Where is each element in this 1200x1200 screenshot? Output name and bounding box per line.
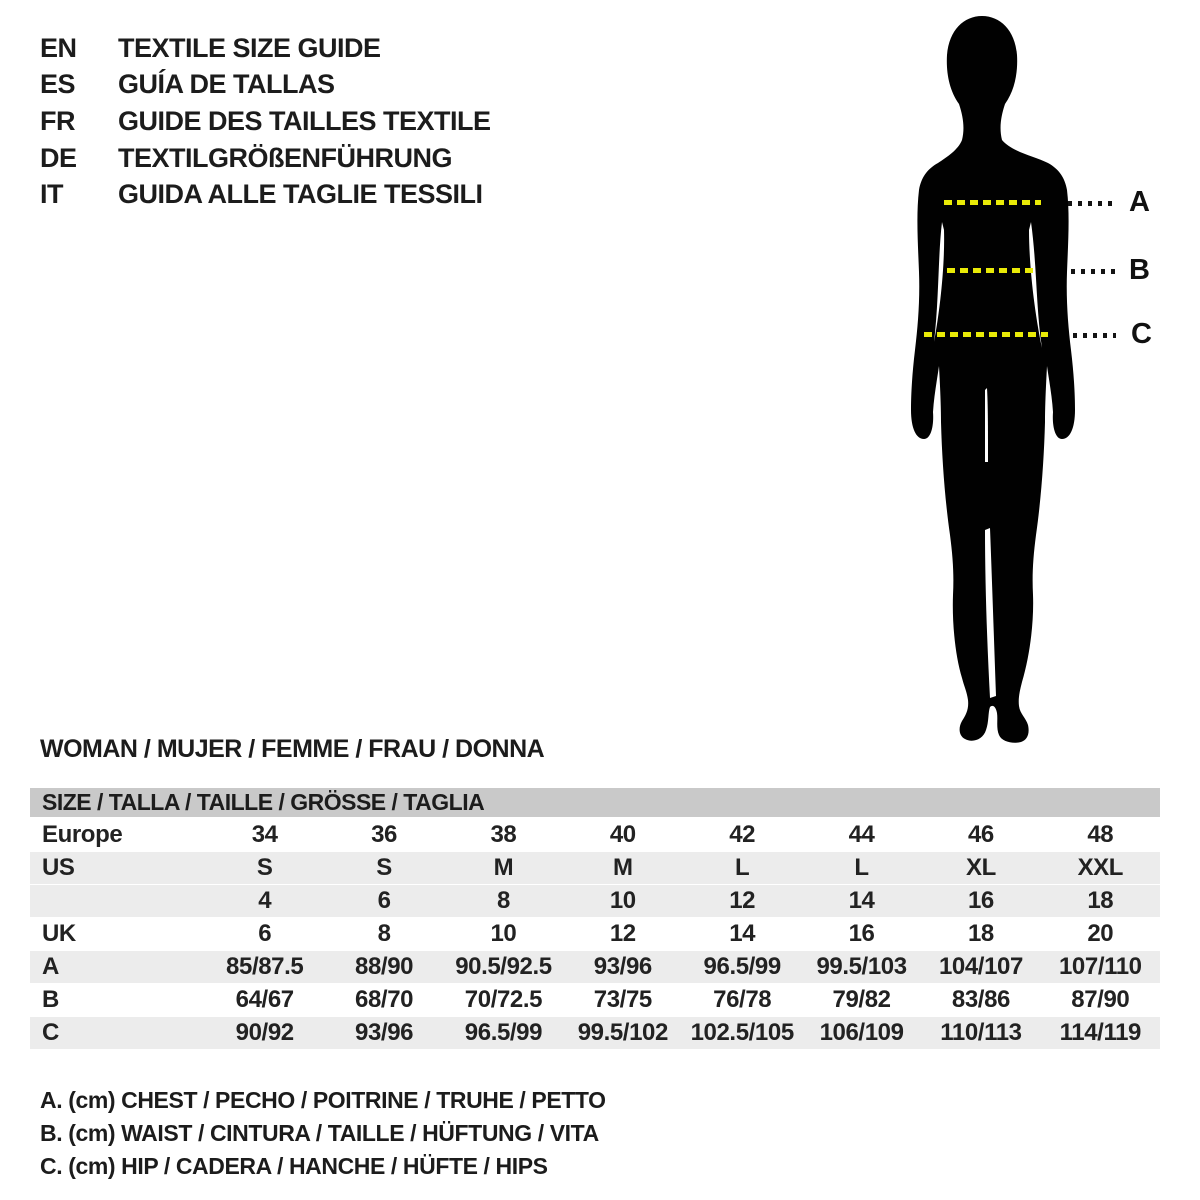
size-value-cell: 18 (1087, 887, 1114, 914)
table-row (30, 1017, 1160, 1049)
size-value-cell: 10 (609, 887, 636, 914)
language-title: GUIDE DES TAILLES TEXTILE (118, 105, 491, 136)
size-value-cell: 85/87.5 (226, 953, 304, 980)
language-code: IT (40, 179, 63, 210)
size-value-cell: 107/110 (1058, 953, 1142, 980)
size-value-cell: 14 (848, 887, 875, 914)
legend-waist: B. (cm) WAIST / CINTURA / TAILLE / HÜFTUNG / VITA (40, 1120, 599, 1146)
language-title: GUIDA ALLE TAGLIE TESSILI (118, 179, 483, 210)
marker-label-b: B (1129, 254, 1150, 286)
size-value-cell: 93/96 (593, 953, 652, 980)
size-value-cell: 44 (848, 821, 875, 848)
size-value-cell: 87/90 (1071, 986, 1130, 1013)
size-value-cell: 102.5/105 (690, 1019, 794, 1046)
size-value-cell: 46 (967, 821, 994, 848)
language-code: EN (40, 32, 77, 63)
size-value-cell: 70/72.5 (464, 986, 543, 1013)
size-value-cell: 18 (967, 920, 994, 947)
size-value-cell: 99.5/102 (577, 1019, 668, 1046)
table-row (30, 984, 1160, 1016)
size-value-cell: M (493, 854, 514, 881)
size-value-cell: 76/78 (713, 986, 772, 1013)
row-label: US (42, 854, 75, 881)
language-row (40, 67, 491, 104)
waist-pointer-dots (1071, 269, 1116, 274)
size-value-cell: S (256, 854, 273, 881)
size-value-cell: 106/109 (819, 1019, 904, 1046)
size-value-cell: 6 (377, 887, 391, 914)
language-code: DE (40, 142, 77, 173)
size-value-cell: L (735, 854, 750, 881)
size-table-header: SIZE / TALLA / TAILLE / GRÖSSE / TAGLIA (30, 788, 1160, 817)
size-value-cell: 20 (1087, 920, 1114, 947)
table-row (30, 951, 1160, 983)
language-code: ES (40, 69, 76, 100)
chest-measure-dash (944, 200, 1041, 205)
size-value-cell: 83/86 (951, 986, 1010, 1013)
hip-pointer-dots (1073, 333, 1116, 338)
size-value-cell: 99.5/103 (816, 953, 907, 980)
size-value-cell: 104/107 (938, 953, 1023, 980)
size-value-cell: 110/113 (940, 1019, 1022, 1046)
size-value-cell: 34 (251, 821, 278, 848)
table-row (30, 918, 1160, 950)
language-code: FR (40, 105, 75, 136)
legend-chest: A. (cm) CHEST / PECHO / POITRINE / TRUHE / PETTO (40, 1087, 606, 1113)
size-value-cell: M (613, 854, 633, 881)
size-value-cell: 93/96 (355, 1019, 414, 1046)
size-value-cell: 79/82 (832, 986, 891, 1013)
size-value-cell: 6 (258, 920, 272, 947)
size-value-cell: 68/70 (355, 986, 414, 1013)
measurement-legend (40, 1084, 606, 1183)
size-value-cell: 38 (490, 821, 517, 848)
size-value-cell: 48 (1087, 821, 1114, 848)
size-value-cell: 16 (967, 887, 994, 914)
size-value-cell: 10 (490, 920, 517, 947)
waist-measure-dash (947, 268, 1033, 273)
size-value-cell: XXL (1077, 854, 1124, 881)
size-value-cell: 90/92 (235, 1019, 294, 1046)
row-label: UK (42, 920, 76, 947)
size-value-cell: 114/119 (1059, 1019, 1141, 1046)
row-label: A (42, 953, 59, 980)
table-row (30, 819, 1160, 851)
marker-label-a: A (1129, 186, 1150, 218)
size-value-cell: 96.5/99 (464, 1019, 543, 1046)
size-value-cell: 12 (729, 887, 756, 914)
language-row (40, 103, 491, 140)
row-label: C (42, 1019, 59, 1046)
language-row (40, 30, 491, 67)
size-value-cell: 12 (609, 920, 636, 947)
table-row (30, 852, 1160, 884)
language-list (40, 30, 491, 213)
size-value-cell: L (854, 854, 869, 881)
size-value-cell: 73/75 (593, 986, 652, 1013)
size-value-cell: 64/67 (235, 986, 294, 1013)
chest-pointer-dots (1068, 201, 1116, 206)
row-label: Europe (42, 821, 123, 848)
size-value-cell: 4 (258, 887, 272, 914)
hip-measure-dash (924, 332, 1048, 337)
row-label: B (42, 986, 59, 1013)
woman-silhouette (878, 10, 1118, 755)
size-value-cell: 8 (496, 887, 510, 914)
language-title: TEXTILGRÖßENFÜHRUNG (118, 142, 452, 173)
size-value-cell: 90.5/92.5 (455, 953, 552, 980)
language-title: GUÍA DE TALLAS (118, 69, 335, 100)
size-value-cell: 36 (371, 821, 398, 848)
language-title: TEXTILE SIZE GUIDE (118, 32, 381, 63)
language-row (40, 140, 491, 177)
size-value-cell: S (376, 854, 392, 881)
language-row (40, 176, 491, 213)
table-row (30, 885, 1160, 917)
section-title: WOMAN / MUJER / FEMME / FRAU / DONNA (40, 735, 545, 763)
size-value-cell: 16 (848, 920, 875, 947)
size-value-cell: 88/90 (355, 953, 414, 980)
size-value-cell: 42 (729, 821, 756, 848)
size-table-rows (30, 819, 1160, 1049)
legend-hip: C. (cm) HIP / CADERA / HANCHE / HÜFTE / HIPS (40, 1153, 548, 1179)
size-value-cell: 96.5/99 (703, 953, 781, 980)
marker-label-c: C (1131, 318, 1152, 350)
size-value-cell: 14 (729, 920, 756, 947)
size-table (30, 788, 1160, 1050)
size-value-cell: 8 (377, 920, 391, 947)
size-value-cell: 40 (609, 821, 636, 848)
size-value-cell: XL (966, 854, 996, 881)
